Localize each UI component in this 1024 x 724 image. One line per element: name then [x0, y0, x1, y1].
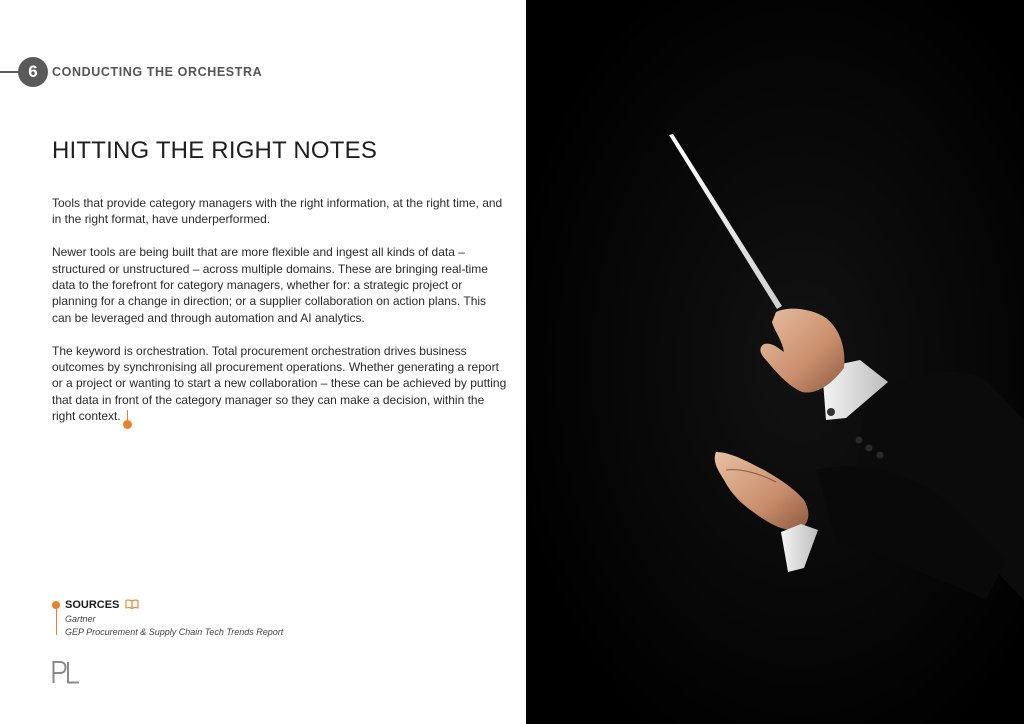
sources-list — [65, 613, 283, 638]
body-text — [52, 195, 507, 443]
paragraph-2: Newer tools are being built that are more flexible and ingest all kinds of data – structured or unstructured – across multiple domains. These are bringing real-time data to the forefront for category managers, whether for: a strategic project or planning for a change in direction; or a supplier collaboration on action plans. This can be leveraged and through automation and AI analytics. — [52, 245, 488, 325]
source-item: Gartner — [65, 614, 96, 624]
paragraph-1: Tools that provide category managers with the right information, at the right time, and in the right format, have underperformed. — [52, 196, 503, 227]
pl-logo — [52, 660, 80, 684]
chapter-rule — [0, 71, 20, 73]
photo-panel — [526, 0, 1024, 724]
chapter-number-badge: 6 — [18, 57, 48, 87]
source-item: GEP Procurement & Supply Chain Tech Trends Report — [65, 626, 284, 637]
sources-bullet — [52, 601, 60, 609]
paragraph-3 — [52, 343, 507, 427]
conductor-photo — [526, 0, 1024, 724]
sources-rule — [56, 609, 57, 635]
page-title: HITTING THE RIGHT NOTES — [52, 137, 378, 164]
paragraph-3-text: The keyword is orchestration. Total procurement orchestration drives business outcomes by synchronising all procurement operations. Whether generating a report or a project or wanting to start a new collaboration – these can be achieved by putting that data in front of the category manager so they can make a decision, within the right context. — [52, 343, 507, 424]
sources-title: SOURCES — [65, 599, 120, 611]
chapter-title: CONDUCTING THE ORCHESTRA — [52, 65, 263, 79]
book-icon — [125, 599, 139, 609]
pin-marker-icon — [123, 410, 133, 426]
